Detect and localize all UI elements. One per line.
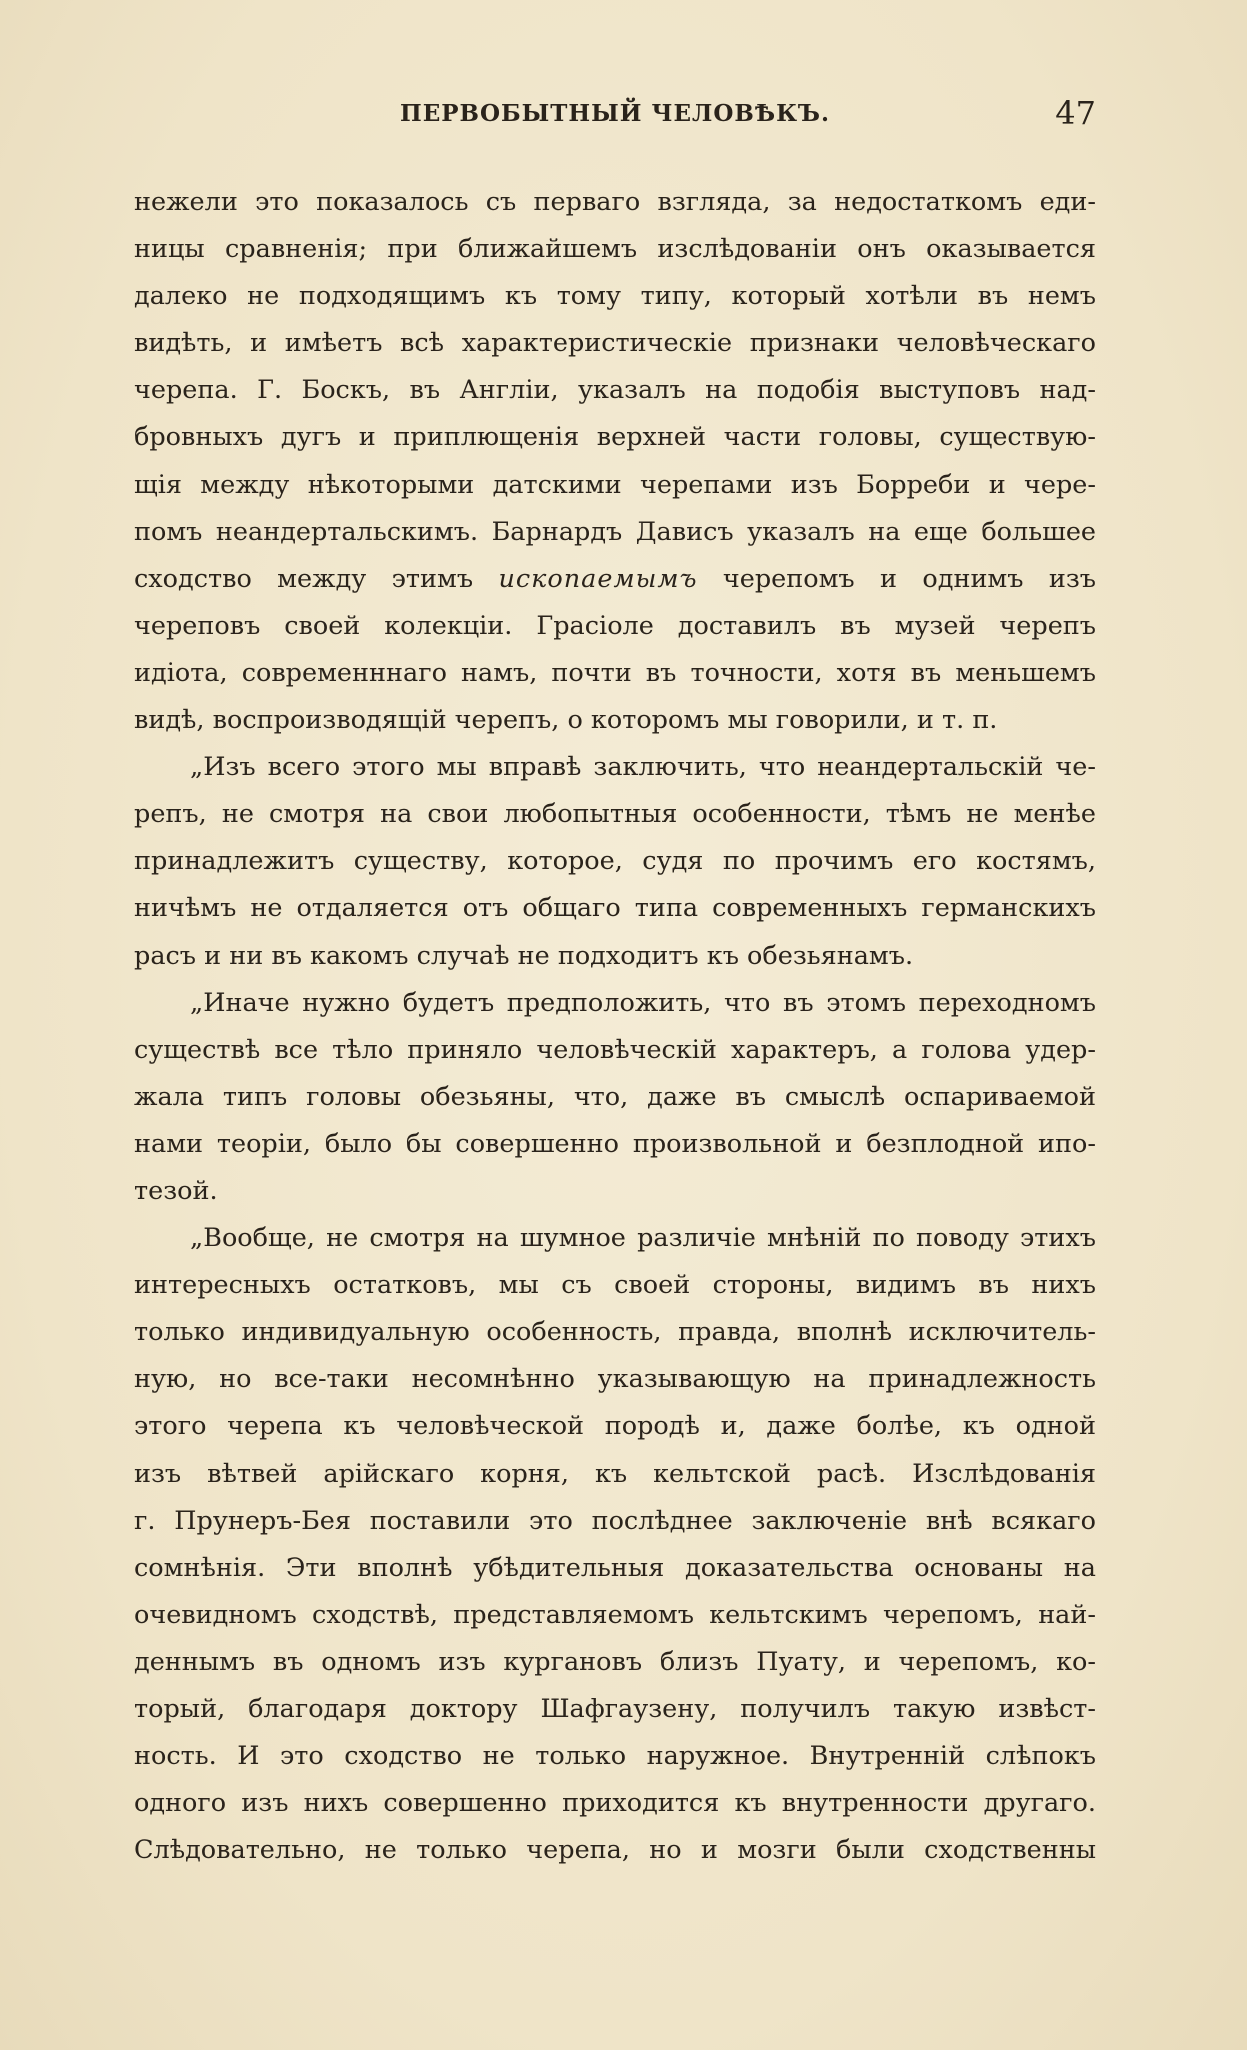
- text-line: расъ и ни въ какомъ случаѣ не подходитъ къ обезьянамъ.: [134, 940, 914, 971]
- text-line: бровныхъ дугъ и приплющенія верхней части головы, существую-: [134, 422, 1096, 453]
- running-title: ПЕРВОБЫТНЫЙ ЧЕЛОВѢКЪ.: [399, 100, 831, 127]
- text-line: одного изъ нихъ совершенно приходится къ внутренности другаго.: [134, 1788, 1096, 1819]
- text-line: щія между нѣкоторыми датскими черепами изъ Борреби и чере-: [134, 469, 1096, 500]
- text-line: видѣ, воспроизводящій черепъ, о которомъ мы говорили, и т. п.: [134, 705, 998, 736]
- emphasized-word: ископаемымъ: [498, 563, 698, 594]
- body-text: [134, 179, 1096, 1874]
- text-line: только индивидуальную особенность, правда, вполнѣ исключитель-: [134, 1317, 1096, 1348]
- text-line: помъ неандертальскимъ. Барнардъ Дависъ указалъ на еще большее: [134, 516, 1096, 547]
- text-line: Слѣдовательно, не только черепа, но и мозги были сходственны: [134, 1835, 1096, 1866]
- text-line: деннымъ въ одномъ изъ кургановъ близъ Пуату, и черепомъ, ко-: [134, 1646, 1096, 1677]
- text-line: „Изъ всего этого мы вправѣ заключить, что неандертальскій че-: [190, 752, 1096, 783]
- text-line: „Вообще, не смотря на шумное различіе мнѣній по поводу этихъ: [190, 1223, 1096, 1254]
- text-line: репъ, не смотря на свои любопытныя особенности, тѣмъ не менѣе: [134, 799, 1096, 830]
- text-segment: черепомъ и однимъ изъ: [697, 563, 1096, 594]
- text-line: этого черепа къ человѣческой породѣ и, даже болѣе, къ одной: [134, 1411, 1096, 1442]
- text-line: далеко не подходящимъ къ тому типу, который хотѣли въ немъ: [134, 281, 1096, 312]
- text-line: интересныхъ остатковъ, мы съ своей стороны, видимъ въ нихъ: [134, 1270, 1096, 1301]
- text-line: черепа. Г. Боскъ, въ Англіи, указалъ на подобія выступовъ над-: [134, 375, 1096, 406]
- text-line: ничѣмъ не отдаляется отъ общаго типа современныхъ германскихъ: [134, 893, 1096, 924]
- text-line: „Иначе нужно будетъ предположить, что въ этомъ переходномъ: [190, 987, 1096, 1018]
- text-segment: сходство между этимъ: [134, 563, 499, 594]
- text-line: ность. И это сходство не только наружное. Внутренній слѣпокъ: [134, 1741, 1096, 1772]
- text-line: нами теоріи, было бы совершенно произвольной и безплодной ипо-: [134, 1128, 1096, 1159]
- text-line: ную, но все-таки несомнѣнно указывающую на принадлежность: [134, 1364, 1096, 1395]
- text-line: жала типъ головы обезьяны, что, даже въ смыслѣ оспариваемой: [134, 1081, 1096, 1112]
- text-line: нежели это показалось съ перваго взгляда, за недостаткомъ еди-: [134, 187, 1096, 217]
- text-line: [134, 556, 1096, 603]
- text-line: г. Прунеръ-Бея поставили это послѣднее заключеніе внѣ всякаго: [134, 1505, 1096, 1536]
- text-line: изъ вѣтвей арійскаго корня, къ кельтской расѣ. Изслѣдованія: [134, 1458, 1096, 1489]
- page-number: 47: [1055, 94, 1096, 132]
- text-line: идіота, современннаго намъ, почти въ точности, хотя въ меньшемъ: [134, 657, 1096, 688]
- text-line: видѣть, и имѣетъ всѣ характеристическіе признаки человѣческаго: [134, 328, 1096, 359]
- text-line: существѣ все тѣло приняло человѣческій характеръ, а голова удер-: [134, 1034, 1096, 1065]
- text-line: череповъ своей колекціи. Грасіоле доставилъ въ музей черепъ: [134, 610, 1096, 641]
- text-line: принадлежитъ существу, которое, судя по прочимъ его костямъ,: [134, 846, 1096, 877]
- text-line: сомнѣнія. Эти вполнѣ убѣдительныя доказательства основаны на: [134, 1552, 1096, 1583]
- text-line: тезой.: [134, 1175, 218, 1206]
- text-line: ницы сравненія; при ближайшемъ изслѣдованіи онъ оказывается: [134, 234, 1096, 265]
- text-line: очевидномъ сходствѣ, представляемомъ кельтскимъ черепомъ, най-: [134, 1599, 1096, 1630]
- text-line: торый, благодаря доктору Шафгаузену, получилъ такую извѣст-: [134, 1694, 1096, 1724]
- page-header: [134, 94, 1096, 140]
